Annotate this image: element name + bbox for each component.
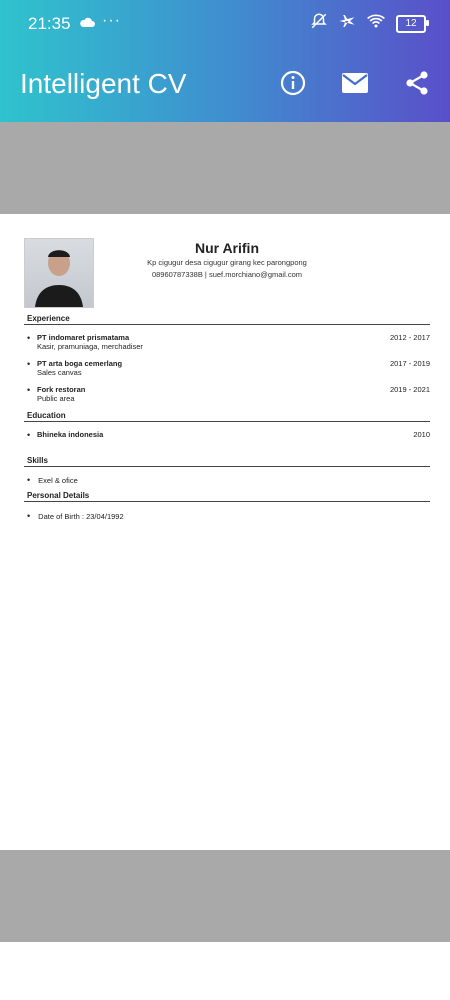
experience-years: 2012 - 2017 xyxy=(389,333,430,342)
education-title: Education xyxy=(27,411,66,420)
experience-role: Public area xyxy=(37,394,75,403)
battery-icon: 12 xyxy=(396,15,426,33)
experience-org: PT arta boga cemerlang xyxy=(37,359,123,368)
bullet: • xyxy=(27,475,31,485)
bottom-nav-area xyxy=(0,942,450,1000)
bullet: • xyxy=(27,359,31,369)
personal-detail-text: Date of Birth : 23/04/1992 xyxy=(38,512,124,521)
cv-contact: 08960787338B | suef.morchiano@gmail.com xyxy=(151,270,303,279)
notifications-off-icon xyxy=(310,12,328,35)
experience-role: Sales canvas xyxy=(37,368,82,377)
cv-header xyxy=(24,238,430,310)
bottom-gray-band xyxy=(0,850,450,942)
share-icon[interactable] xyxy=(402,68,432,98)
personal-detail-item xyxy=(27,511,124,521)
personal-details-divider xyxy=(24,501,430,502)
skills-title: Skills xyxy=(27,456,48,465)
experience-role: Kasir, pramuniaga, merchadiser xyxy=(37,342,143,351)
education-divider xyxy=(24,421,430,422)
cv-document[interactable] xyxy=(0,214,450,850)
experience-org: Fork restoran xyxy=(37,385,86,394)
mail-icon[interactable] xyxy=(340,68,370,98)
cloud-icon xyxy=(78,15,96,33)
info-icon[interactable] xyxy=(278,68,308,98)
experience-years: 2019 - 2021 xyxy=(389,385,430,394)
bullet: • xyxy=(27,333,31,343)
experience-years: 2017 - 2019 xyxy=(389,359,430,368)
top-gray-band xyxy=(0,122,450,214)
status-more-dots: ··· xyxy=(102,12,121,29)
experience-title: Experience xyxy=(27,314,70,323)
skills-divider xyxy=(24,466,430,467)
app-title: Intelligent CV xyxy=(20,68,187,99)
bullet: • xyxy=(27,511,31,521)
top-header xyxy=(0,0,450,122)
experience-org: PT indomaret prismatama xyxy=(37,333,130,342)
status-bar xyxy=(0,0,450,46)
cv-name: Nur Arifin xyxy=(194,240,260,256)
status-time: 21:35 xyxy=(28,14,71,33)
bullet: • xyxy=(27,385,31,395)
bullet: • xyxy=(27,430,31,440)
education-org: Bhineka indonesia xyxy=(37,430,104,439)
experience-divider xyxy=(24,324,430,325)
education-years: 2010 xyxy=(413,430,430,439)
wifi-icon xyxy=(366,13,386,34)
airplane-icon xyxy=(338,12,356,35)
app-bar xyxy=(0,46,450,122)
skill-text: Exel & ofice xyxy=(38,476,78,485)
personal-details-title: Personal Details xyxy=(27,491,90,500)
skill-item xyxy=(27,475,78,485)
cv-address: Kp cigugur desa cigugur girang kec parongpong xyxy=(147,258,307,267)
